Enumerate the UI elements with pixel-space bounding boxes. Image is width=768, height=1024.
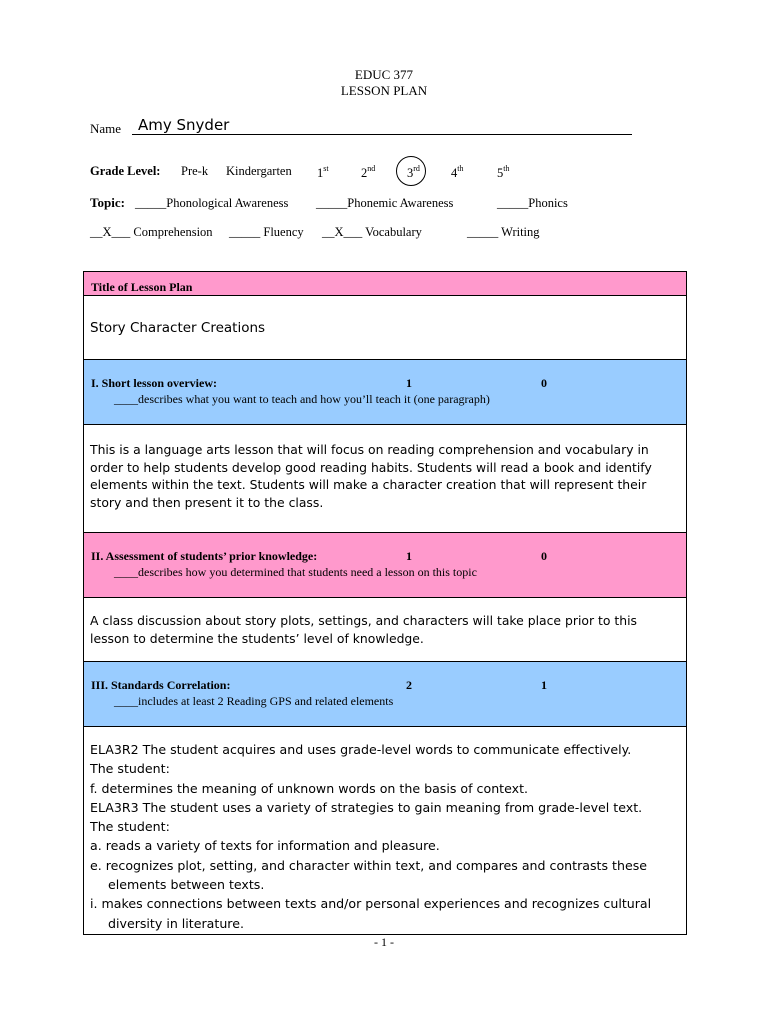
assessment-text: A class discussion about story plots, settings, and characters will take place prior to this lesson to determine the students’ level of knowledge.: [84, 598, 686, 662]
name-label: Name: [90, 121, 122, 136]
name-value: Amy Snyder: [138, 116, 230, 134]
assessment-heading: II. Assessment of students’ prior knowledge:: [91, 549, 318, 563]
overview-heading: I. Short lesson overview:: [91, 376, 217, 390]
course-code: EDUC 377: [354, 67, 414, 82]
grade-option-1st: 1st: [317, 164, 329, 180]
standards-line: f. determines the meaning of unknown words on the basis of context.: [90, 780, 529, 796]
topic-comprehension: __X___ Comprehension: [90, 225, 213, 239]
grade-option-kindergarten: Kindergarten: [226, 164, 292, 178]
standards-score-2: 2: [406, 678, 412, 692]
topic-label: Topic:: [90, 195, 125, 210]
grade-level-label: Grade Level:: [90, 164, 161, 178]
topic-writing: _____ Writing: [467, 225, 540, 239]
standards-line: The student:: [90, 819, 170, 835]
standards-score-1: 1: [541, 678, 547, 692]
topic-fluency: _____ Fluency: [229, 225, 304, 239]
name-field: [90, 116, 650, 138]
grade-option-4th: 4th: [451, 164, 464, 180]
grade-option-prek: Pre-k: [181, 164, 209, 178]
standards-line: a. reads a variety of texts for information and pleasure.: [90, 838, 440, 854]
topic-row-1: [90, 195, 690, 213]
standards-line: ELA3R3 The student uses a variety of strategies to gain meaning from grade-level text.: [90, 799, 643, 815]
topic-row-2: [90, 224, 690, 242]
topic-phonics: _____Phonics: [497, 196, 568, 210]
standards-line: diversity in literature.: [108, 915, 244, 931]
assessment-criterion: ____describes how you determined that students need a lesson on this topic: [114, 565, 477, 579]
assessment-header: [84, 533, 686, 598]
overview-score-0: 0: [541, 376, 547, 390]
grade-option-3rd: 3rd: [407, 164, 420, 180]
lesson-plan-table: [83, 271, 687, 935]
topic-phonological-awareness: _____Phonological Awareness: [135, 196, 289, 210]
standards-line: elements between texts.: [108, 877, 265, 893]
assessment-score-1: 1: [406, 549, 412, 563]
overview-criterion: ____describes what you want to teach and how you’ll teach it (one paragraph): [114, 392, 490, 406]
standards-criterion: ____includes at least 2 Reading GPS and related elements: [114, 694, 394, 708]
standards-line: e. recognizes plot, setting, and character within text, and compares and contrasts these: [90, 857, 648, 873]
standards-text: [84, 727, 686, 935]
standards-line: The student:: [90, 761, 170, 777]
lesson-title: Story Character Creations: [84, 296, 686, 360]
title-header: Title of Lesson Plan: [84, 272, 686, 296]
topic-vocabulary: __X___ Vocabulary: [322, 225, 422, 239]
overview-score-1: 1: [406, 376, 412, 390]
standards-header: [84, 662, 686, 727]
selected-grade-circle: [396, 156, 426, 186]
grade-option-5th: 5th: [497, 164, 510, 180]
assessment-score-0: 0: [541, 549, 547, 563]
standards-heading: III. Standards Correlation:: [91, 678, 231, 692]
grade-option-2nd: 2nd: [361, 164, 376, 180]
topic-phonemic-awareness: _____Phonemic Awareness: [316, 196, 454, 210]
document-title: LESSON PLAN: [340, 83, 428, 98]
overview-header: [84, 360, 686, 425]
standards-line: i. makes connections between texts and/or personal experiences and recognizes cultural: [90, 896, 652, 912]
page-number: - 1 -: [374, 935, 394, 949]
overview-text: This is a language arts lesson that will focus on reading comprehension and vocabulary in order to help students develop good reading habits. Students will read a book and identify elements within the text. Students will make a character creation that will represent their story and then present it to the class.: [84, 425, 686, 533]
standards-line: ELA3R2 The student acquires and uses grade-level words to communicate effectively.: [90, 742, 632, 757]
